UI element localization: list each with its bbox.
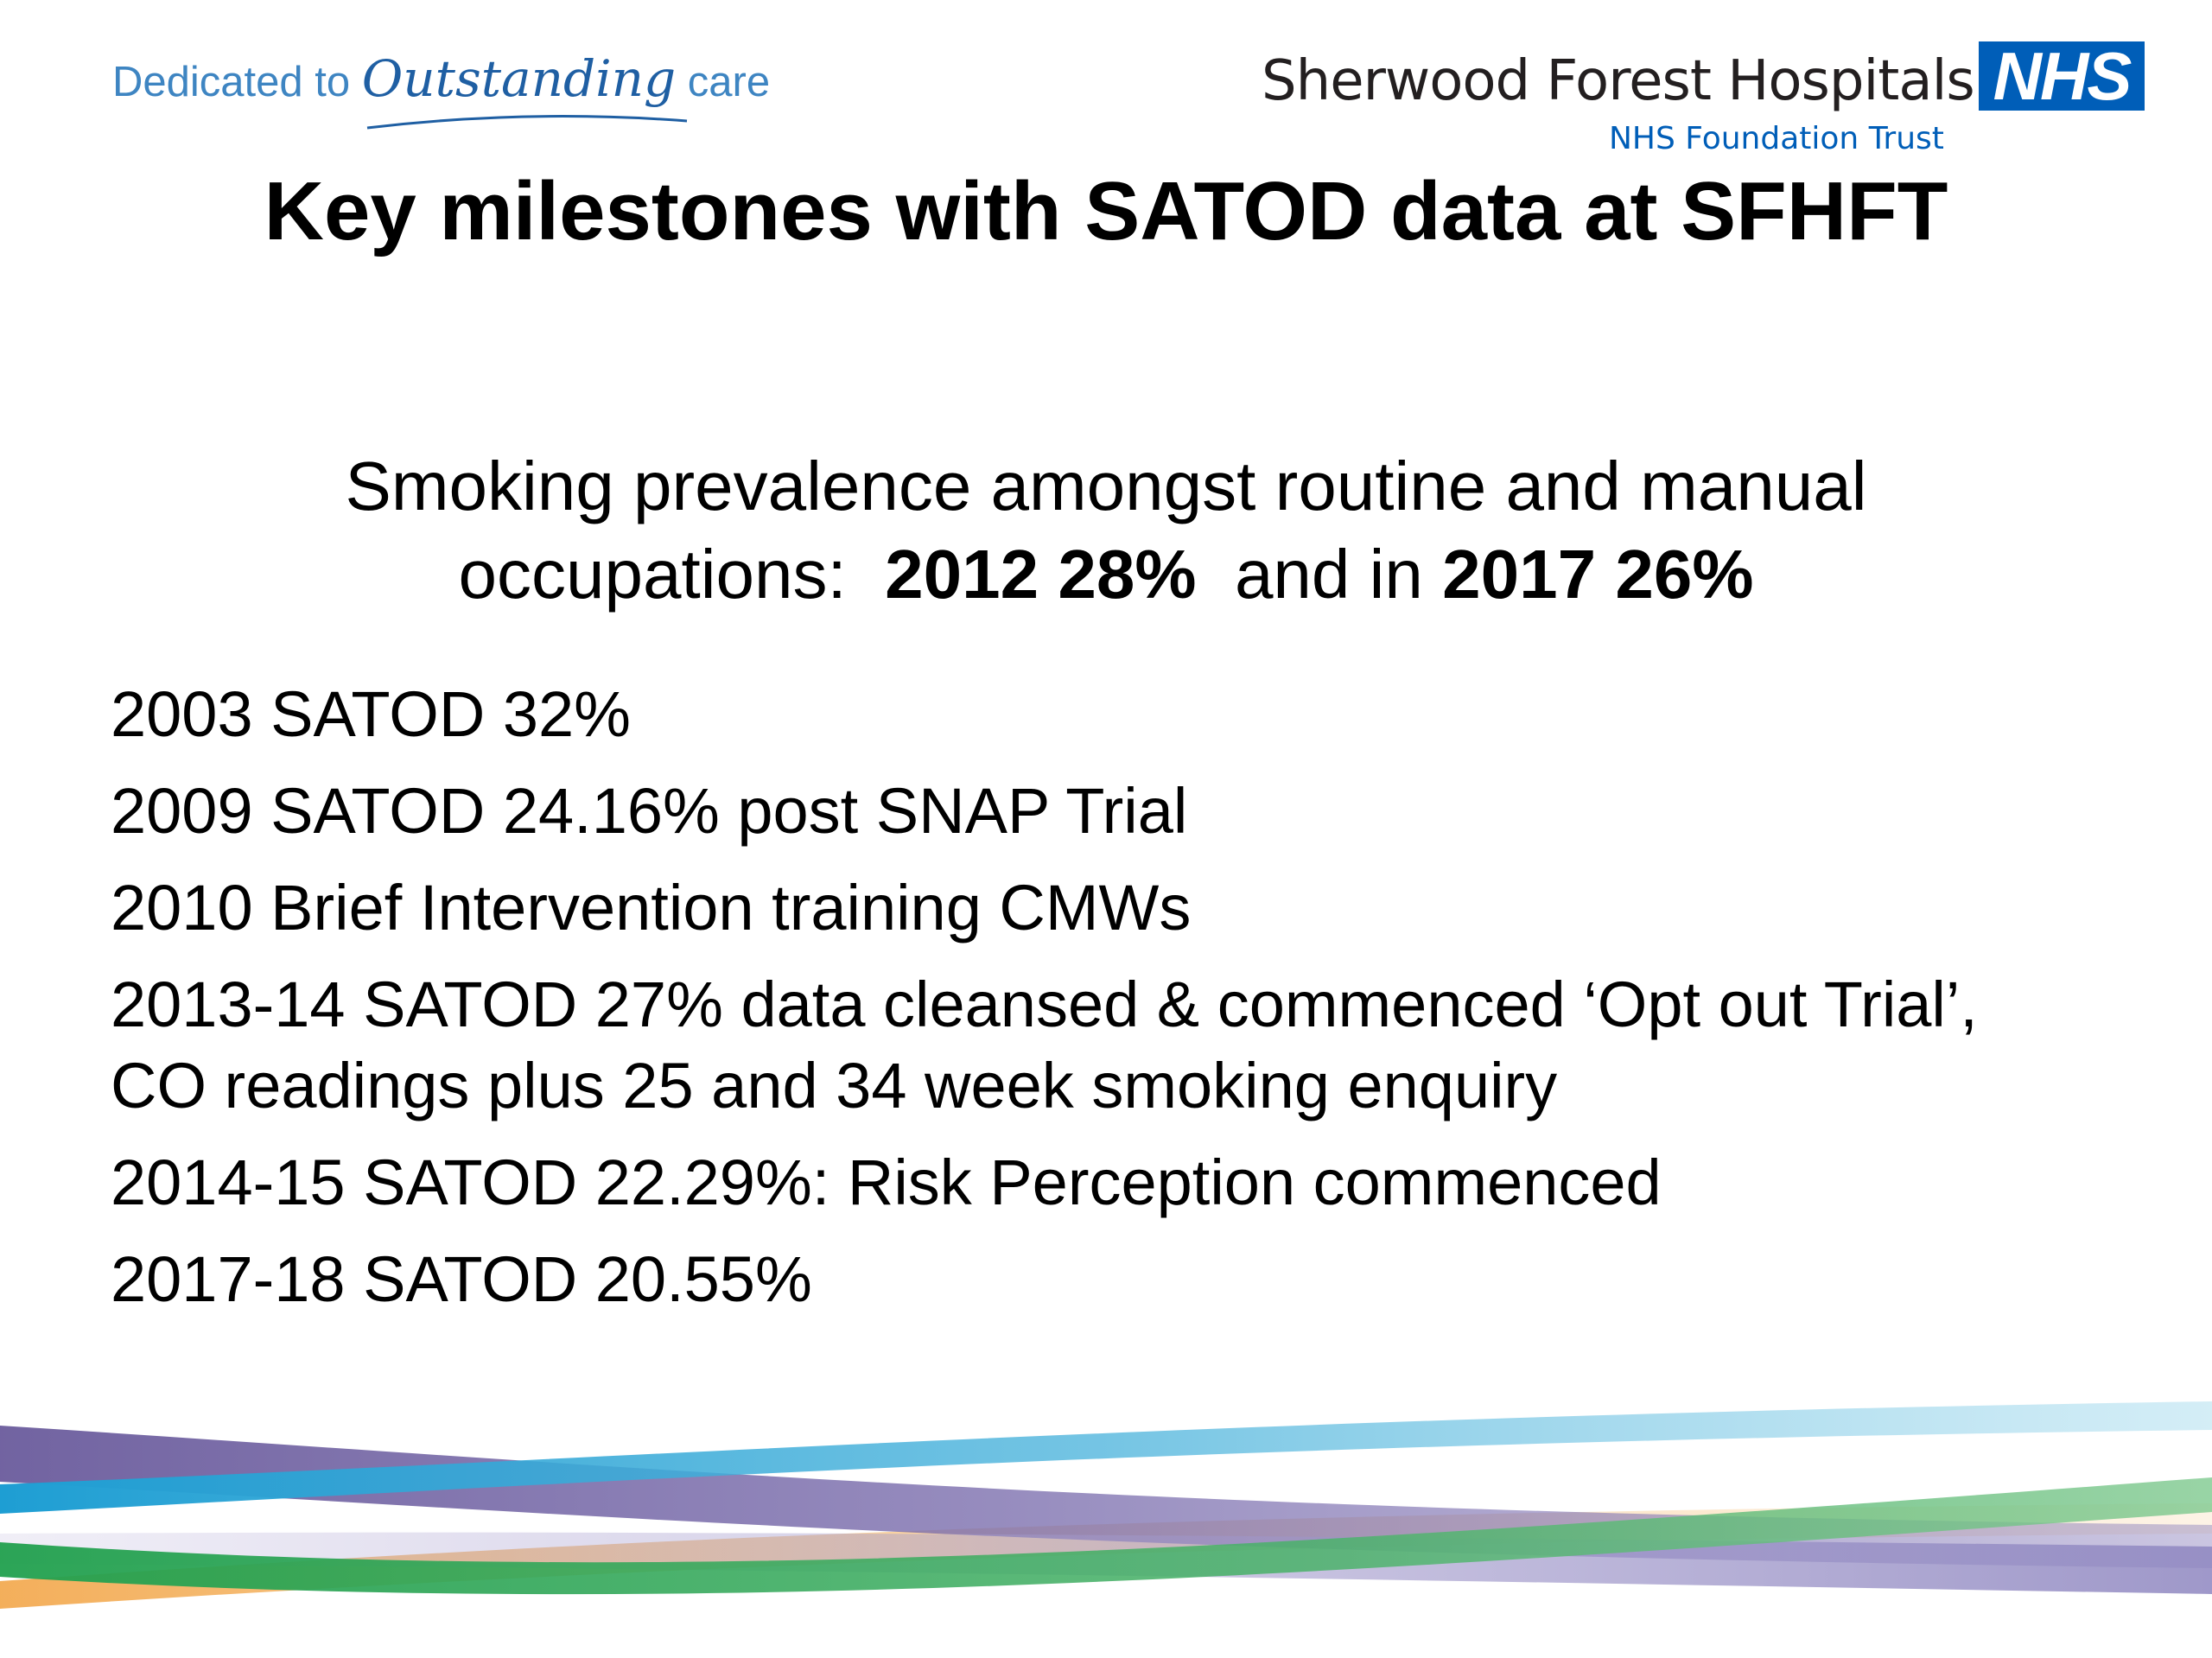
milestone-item xyxy=(111,771,2124,852)
org-name: Sherwood Forest Hospitals xyxy=(1262,49,1974,113)
tagline-prefix: Dedicated to xyxy=(112,59,351,105)
tagline-suffix: care xyxy=(687,59,771,105)
prevalence-statement xyxy=(216,442,1996,619)
milestone-text: 2003 SATOD 32% xyxy=(111,678,631,750)
milestone-text: 2010 Brief Intervention training CMWs xyxy=(111,872,1192,943)
milestone-item xyxy=(111,964,2124,1127)
prevalence-line-1: Smoking prevalence amongst routine and manual xyxy=(345,448,1867,524)
tagline xyxy=(112,49,771,108)
prevalence-prefix: occupations: xyxy=(458,536,847,613)
nhs-logo: NHS xyxy=(1979,41,2145,111)
tagline-swoosh-icon xyxy=(363,102,691,137)
milestone-item xyxy=(111,674,2124,755)
milestone-text: 2009 SATOD 24.16% post SNAP Trial xyxy=(111,775,1188,847)
milestone-item xyxy=(111,867,2124,949)
org-subtitle: NHS Foundation Trust xyxy=(1609,121,1944,156)
prevalence-stat-2017: 2017 26% xyxy=(1442,536,1754,613)
page-title: Key milestones with SATOD data at SFHFT xyxy=(264,165,1948,257)
milestone-text: 2014-15 SATOD 22.29%: Risk Perception commenced xyxy=(111,1147,1662,1218)
tagline-script: Outstanding xyxy=(361,49,677,108)
milestone-text: 2017-18 SATOD 20.55% xyxy=(111,1243,812,1315)
prevalence-joiner: and in xyxy=(1234,536,1423,613)
milestone-text-continued: CO readings plus 25 and 34 week smoking enquiry xyxy=(111,1050,1558,1121)
prevalence-line-2 xyxy=(216,530,1996,619)
milestone-list xyxy=(111,674,2124,1336)
milestone-text: 2013-14 SATOD 27% data cleansed & commenced ‘Opt out Trial’, xyxy=(111,969,1978,1040)
decorative-ribbon xyxy=(0,1382,2212,1658)
prevalence-stat-2012: 2012 28% xyxy=(885,536,1197,613)
milestone-item xyxy=(111,1239,2124,1320)
milestone-item xyxy=(111,1142,2124,1223)
